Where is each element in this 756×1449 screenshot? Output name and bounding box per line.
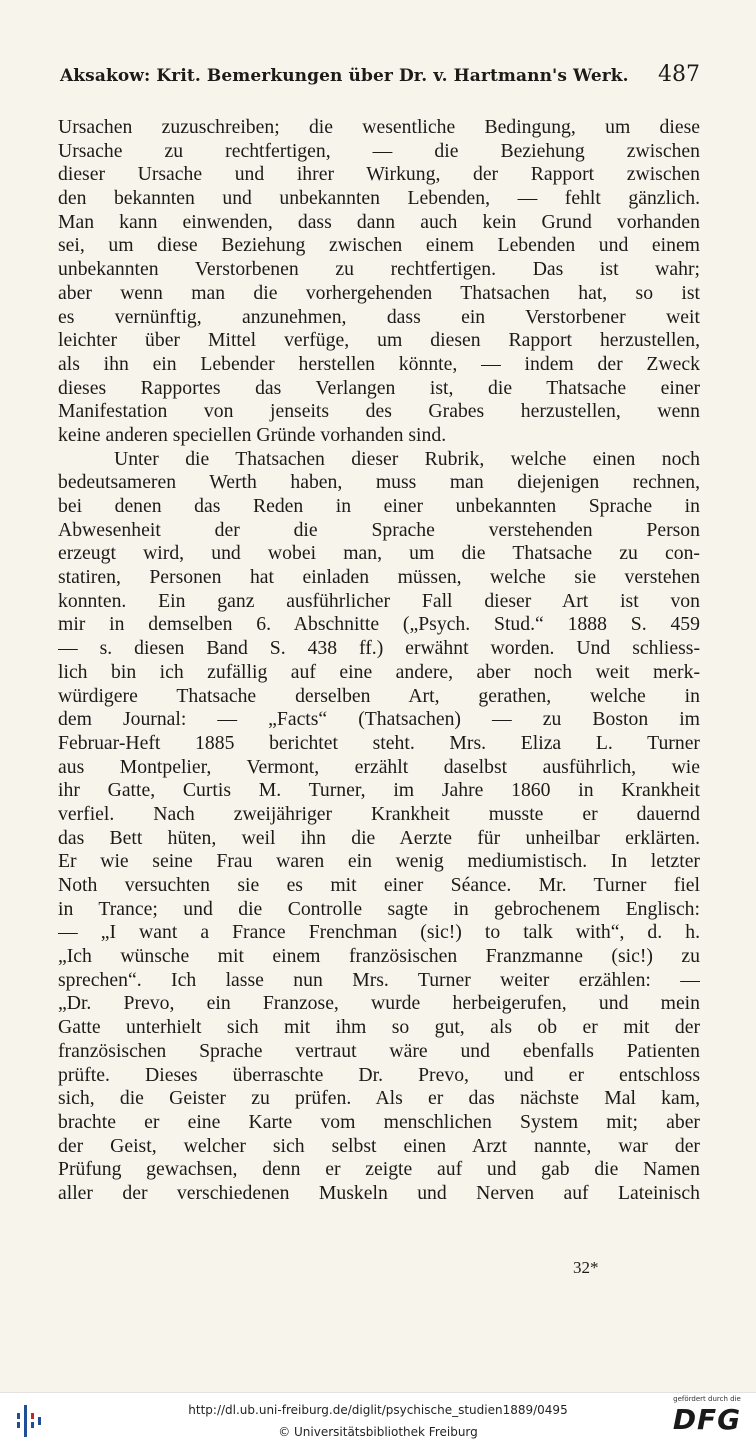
text-line: Abwesenheit der die Sprache verstehenden Person [58, 518, 700, 541]
text-line: bedeutsameren Werth haben, muss man diejenigen rechnen, [58, 471, 700, 494]
signature-mark: 32* [573, 1258, 599, 1277]
text-line: ihr Gatte, Curtis M. Turner, im Jahre 1860 in Krankheit [58, 779, 700, 802]
text-line: leichter über Mittel verfüge, um diesen Rapport herzustellen, [58, 329, 700, 352]
text-line: der Geist, welcher sich selbst einen Arzt nannte, war der [58, 1134, 700, 1157]
text-line: Manifestation von jenseits des Grabes herzustellen, wenn [58, 400, 700, 423]
text-line: Er wie seine Frau waren ein wenig mediumistisch. In letzter [58, 850, 700, 873]
text-line: Ursachen zuzuschreiben; die wesentliche Bedingung, um diese [58, 116, 700, 138]
text-line: französischen Sprache vertraut wäre und ebenfalls Patienten [58, 1039, 700, 1062]
text-line: würdigere Thatsache derselben Art, gerathen, welche in [58, 684, 700, 707]
text-line: Unter die Thatsachen dieser Rubrik, welche einen noch [114, 447, 700, 470]
dfg-wordmark: DFG [672, 1403, 742, 1436]
text-line: — „I want a France Frenchman (sic!) to talk with“, d. h. [58, 921, 700, 944]
text-line: mir in demselben 6. Abschnitte („Psych. Stud.“ 1888 S. 459 [58, 613, 700, 636]
text-line: „Ich wünsche mit einem französischen Franzmanne (sic!) zu [58, 945, 700, 968]
text-line: verfiel. Nach zweijähriger Krankheit musste er dauernd [58, 802, 700, 825]
text-line: Prüfung gewachsen, denn er zeigte auf und gab die Namen [58, 1158, 700, 1181]
text-line: Man kann einwenden, dass dann auch kein Grund vorhanden [58, 210, 700, 233]
text-line: Gatte unterhielt sich mit ihm so gut, als ob er mit der [58, 1016, 700, 1039]
text-line: Noth versuchten sie es mit einer Séance. Mr. Turner fiel [58, 874, 700, 896]
text-line: statiren, Personen hat einladen müssen, welche sie verstehen [58, 566, 700, 589]
text-line: sich, die Geister zu prüfen. Als er das nächste Mal kam, [58, 1087, 700, 1110]
text-line: — s. diesen Band S. 438 ff.) erwähnt worden. Und schliess- [58, 637, 700, 660]
text-line: lich bin ich zufällig auf eine andere, aber noch weit merk- [58, 660, 700, 683]
text-line: es vernünftig, anzunehmen, dass ein Verstorbener weit [58, 305, 700, 328]
page-number: 487 [658, 62, 700, 87]
source-url[interactable]: http://dl.ub.uni-freiburg.de/diglit/psychische_studien1889/0495 [188, 1403, 568, 1417]
text-line: dem Journal: — „Facts“ (Thatsachen) — zu Boston im [58, 708, 700, 731]
text-line: dieser Ursache und ihrer Wirkung, der Rapport zwischen [58, 163, 700, 186]
text-line: brachte er eine Karte vom menschlichen System mit; aber [58, 1110, 700, 1133]
text-line: konnten. Ein ganz ausführlicher Fall dieser Art ist von [58, 589, 700, 612]
text-line: in Trance; und die Controlle sagte in gebrochenem Englisch: [58, 897, 700, 920]
text-line: erzeugt wird, und wobei man, um die Thatsache zu con- [58, 542, 700, 565]
text-line: Februar-Heft 1885 berichtet steht. Mrs. Eliza L. Turner [58, 731, 700, 754]
text-line: als ihn ein Lebender herstellen könnte, — indem der Zweck [58, 352, 700, 375]
text-line: den bekannten und unbekannten Lebenden, — fehlt gänzlich. [58, 187, 700, 210]
text-line: aber wenn man die vorhergehenden Thatsachen hat, so ist [58, 281, 700, 304]
text-line: bei denen das Reden in einer unbekannten Sprache in [58, 495, 700, 517]
body-text [58, 116, 700, 1206]
footer-bar [0, 1392, 756, 1449]
text-line: dieses Rapportes das Verlangen ist, die Thatsache einer [58, 376, 700, 399]
running-title: Aksakow: Krit. Bemerkungen über Dr. v. Hartmann's Werk. [60, 66, 629, 86]
text-line: „Dr. Prevo, ein Franzose, wurde herbeigerufen, und mein [58, 992, 700, 1015]
text-line: prüfte. Dieses überraschte Dr. Prevo, und er entschloss [58, 1063, 700, 1086]
text-line: sprechen“. Ich lasse nun Mrs. Turner weiter erzählen: — [58, 968, 700, 991]
text-line: aller der verschiedenen Muskeln und Nerven auf Lateinisch [58, 1181, 700, 1204]
copyright-notice: © Universitätsbibliothek Freiburg [278, 1425, 478, 1439]
dfg-logo [664, 1395, 750, 1437]
text-line: sei, um diese Beziehung zwischen einem Lebenden und einem [58, 234, 700, 257]
running-header [60, 62, 700, 98]
text-line: das Bett hüten, weil ihn die Aerzte für unheilbar erklärten. [58, 826, 700, 849]
text-line: Ursache zu rechtfertigen, — die Beziehung zwischen [58, 139, 700, 162]
text-line: unbekannten Verstorbenen zu rechtfertigen. Das ist wahr; [58, 258, 700, 281]
dfg-caption: gefördert durch die [673, 1395, 741, 1403]
text-line: keine anderen speciellen Gründe vorhanden sind. [58, 423, 447, 446]
text-line: aus Montpelier, Vermont, erzählt daselbst ausführlich, wie [58, 755, 700, 778]
